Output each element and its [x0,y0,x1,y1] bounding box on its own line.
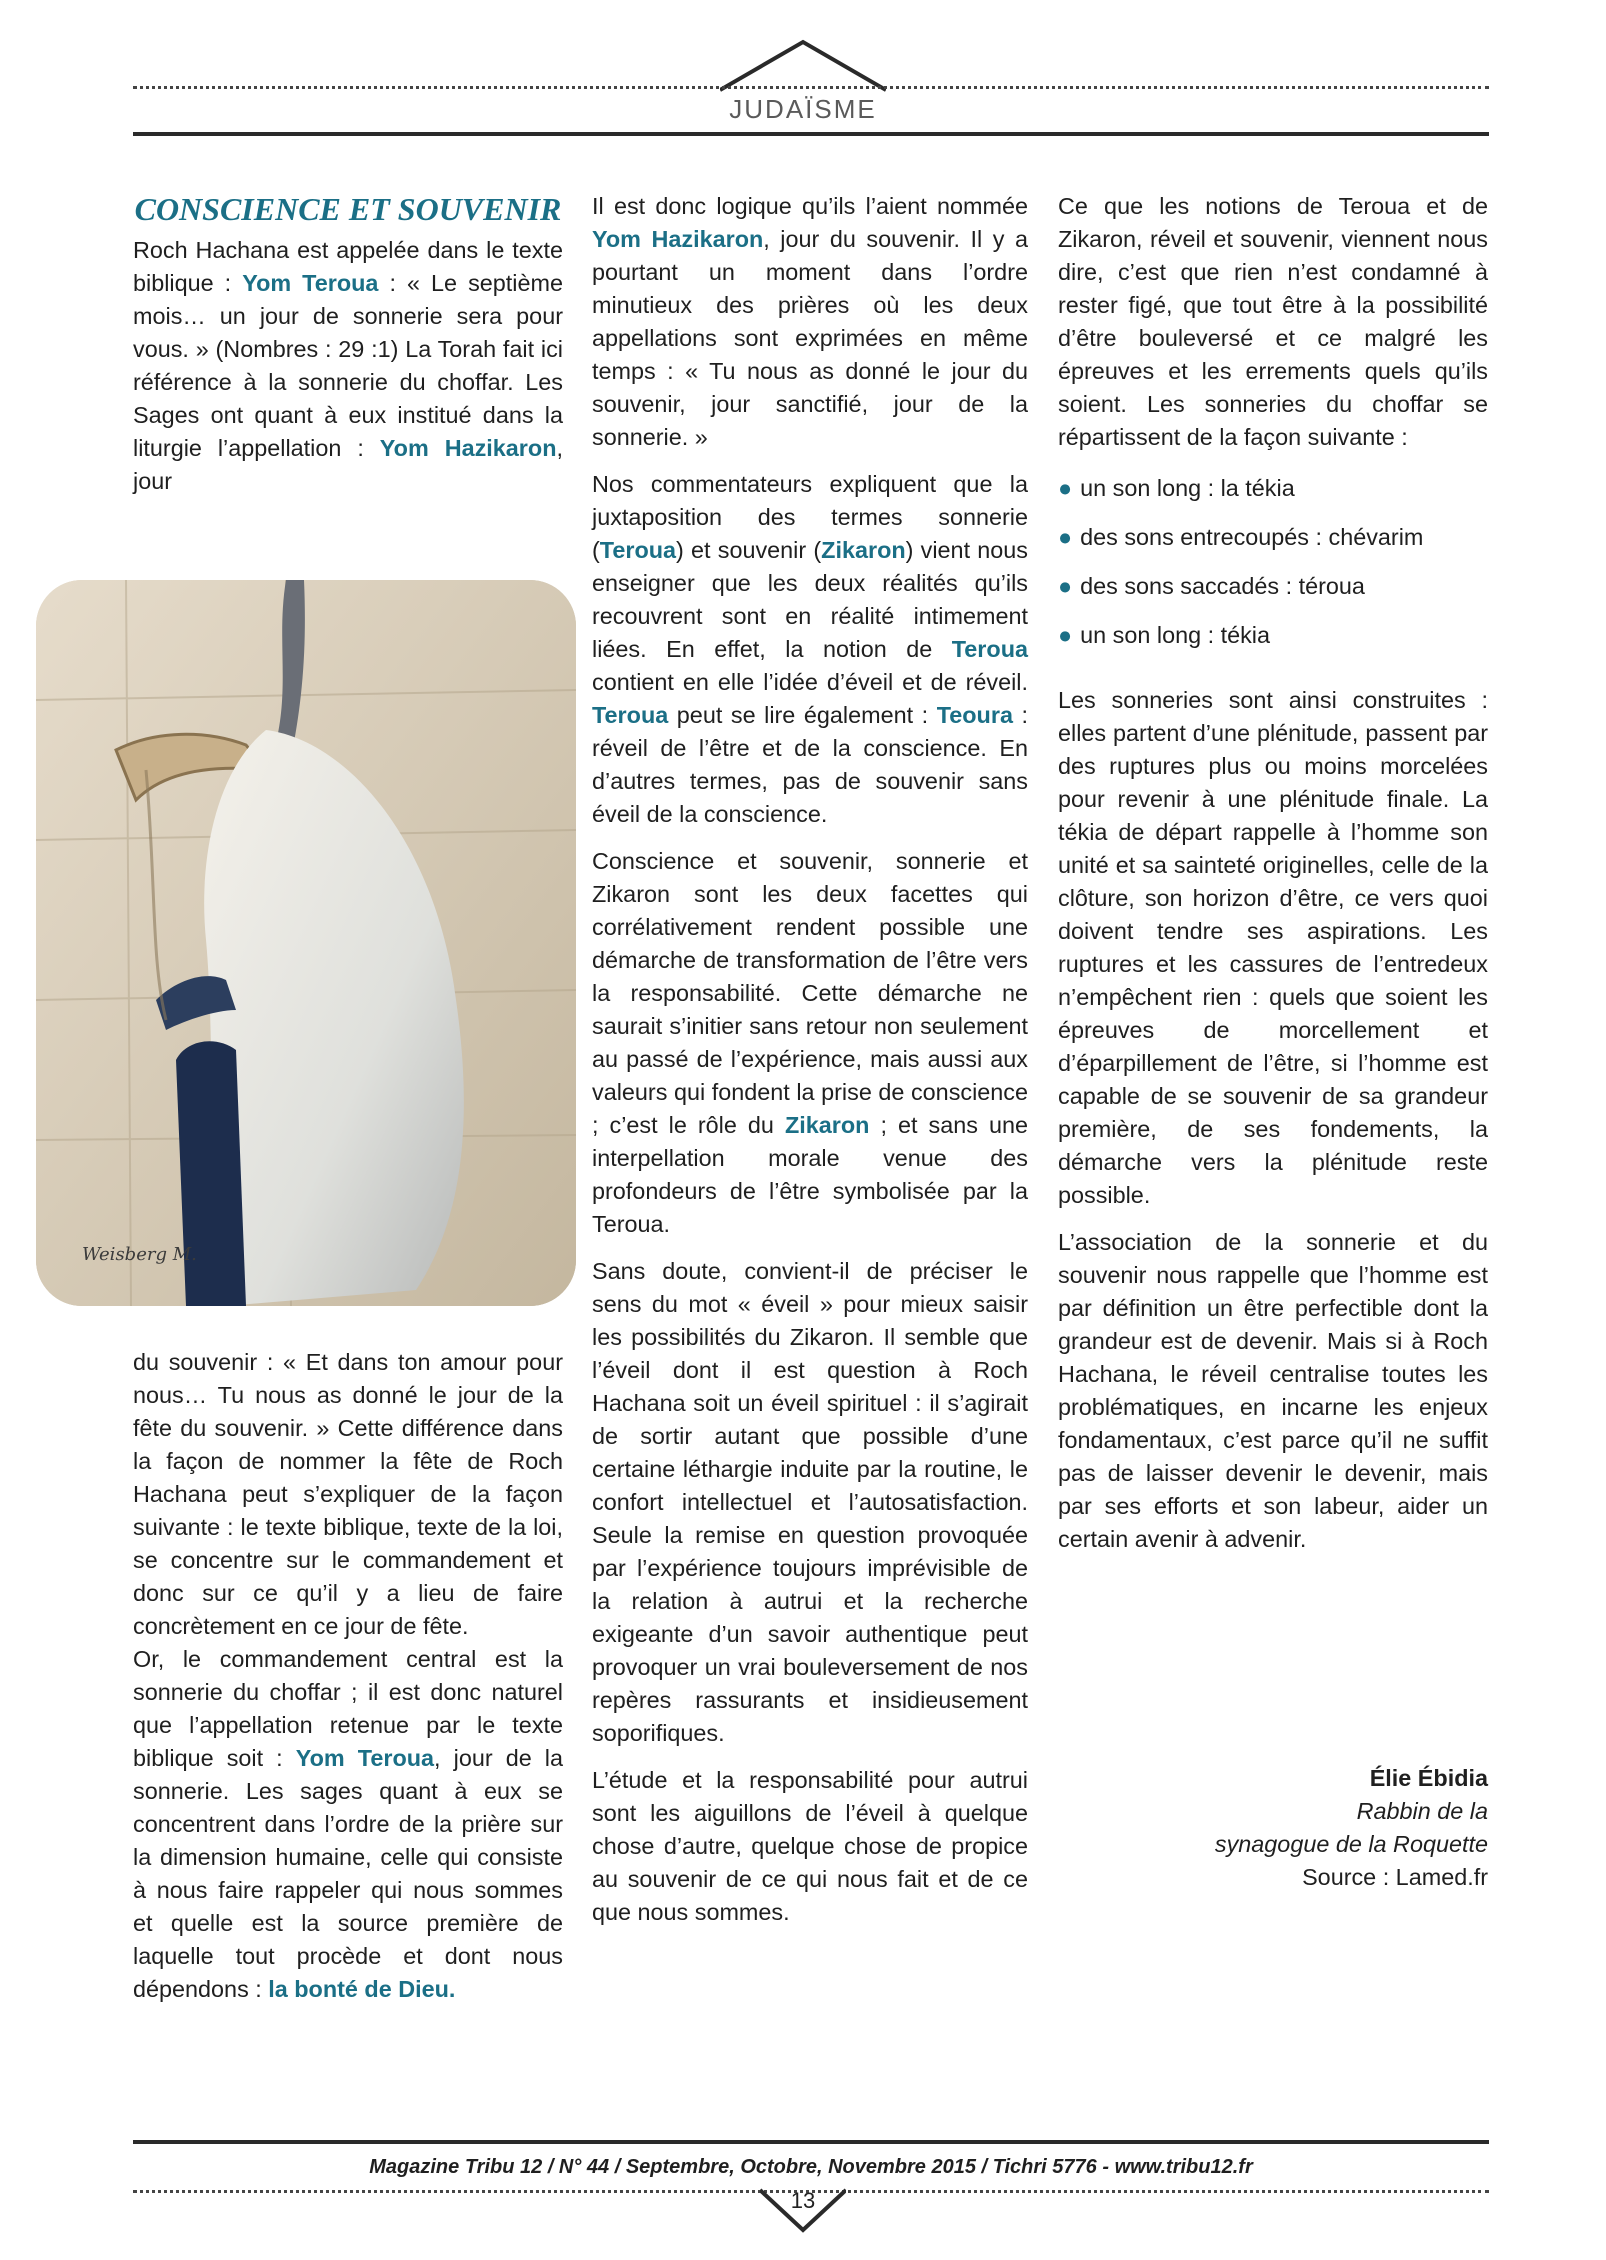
column-2-paragraph-3 [592,845,1028,1241]
text-run: Or, le commandement central est la sonnerie du choffar ; il est donc naturel que l’appellation retenue par le texte biblique soit : [133,1646,563,1771]
sonneries-list [1058,472,1488,652]
text-run: Nos commentateurs expliquent que la juxtaposition des termes sonnerie ( [592,471,1028,563]
list-item-text: des sons entrecoupés : chévarim [1080,524,1424,550]
article-column-1-continued [133,1346,563,2020]
bullet-icon: ● [1058,622,1073,648]
column-3-paragraph-3: L’association de la sonnerie et du souvenir nous rappelle que l’homme est par définition un être perfectible dont la grandeur est de devenir. Mais si à Roch Hachana, le réveil centralise toutes les problématiques, en incarne les enjeux fondamentaux, c’est parce qu’il ne suffit pas de laisser devenir le devenir, mais par ses efforts et son labeur, aider un certain avenir à advenir. [1058,1229,1488,1552]
text-run: , jour [133,435,563,494]
column-3-paragraph-2: Les sonneries sont ainsi construites : elles partent d’une plénitude, passent par des ruptures plus ou moins morcelées pour revenir à une plénitude finale. La tékia de départ rappelle à l’homme son unité et sa sainteté originelles, celle de la clôture, son horizon d’être, ce vers quoi doivent tendre ses aspirations. Les ruptures et les cassures de l’entredeux n’empêchent rien : quels que soient les épreuves de morcellement et d’éparpillement de l’être, si l’homme est capable de se souvenir de sa grandeur première, de ses fondements, la démarche vers la plénitude reste possible. [1058,687,1488,1208]
bullet-icon: ● [1058,573,1073,599]
highlight-yom-teroua: Yom Teroua [295,1745,435,1771]
text-run: Roch Hachana est appelée dans le texte biblique : [133,237,563,296]
column-2-paragraph-4: Sans doute, convient-il de préciser le sens du mot « éveil » pour mieux saisir les possibilités du Zikaron. Il semble que l’éveil dont il est question à Roch Hachana soit un éveil spirituel : il s’agirait de sortir autant que possible d’une certaine léthargie induite par la routine, le confort intellectuel et l’autosatisfaction. Seule la remise en question provoquée par l’expérience toujours imprévisible de la relation à autrui et la recherche exigeante d’un savoir authentique peut provoquer un vrai bouleversement de nos repères rassurants et insidieusement soporifiques. [592,1258,1028,1746]
article-title: CONSCIENCE ET SOUVENIR [134,191,562,227]
header-chevron-icon [720,36,886,92]
list-item [1058,619,1488,652]
list-item [1058,521,1488,554]
column-2-paragraph-1 [592,190,1028,454]
author-role-line-1: Rabbin de la [1356,1798,1488,1824]
text-run: Il est donc logique qu’ils l’aient nommée [592,193,1028,219]
article-column-1 [133,190,563,512]
highlight-teoura: Teoura [936,702,1013,728]
footer-magazine-credit: Magazine Tribu 12 / N° 44 / Septembre, Octobre, Novembre 2015 / Tichri 5776 - www.tribu12.fr [369,2156,1253,2178]
column-3-paragraph-1: Ce que les notions de Teroua et de Zikaron, réveil et souvenir, viennent nous dire, c’est que rien n’est condamné à rester figé, que tout être à la possibilité d’être bouleversé et ce malgré les épreuves et les errements quels qu’ils soient. Les sonneries du choffar se répartissent de la façon suivante : [1058,193,1488,450]
article-column-3 [1058,190,1488,1570]
author-signature [1058,1762,1488,1894]
highlight-yom-teroua: Yom Teroua [242,270,379,296]
highlight-bonte-de-dieu: la bonté de Dieu. [268,1976,456,2002]
author-name: Élie Ébidia [1369,1765,1488,1791]
column-2-paragraph-5: L’étude et la responsabilité pour autrui sont les aiguillons de l’éveil à quelque chose d’autre, quelque chose de propice au souvenir de ce qui nous fait et de ce que nous sommes. [592,1767,1028,1925]
bullet-icon: ● [1058,524,1073,550]
painting-signature: Weisberg M. [82,1244,197,1265]
highlight-yom-hazikaron: Yom Hazikaron [379,435,557,461]
bullet-icon: ● [1058,475,1073,501]
text-run: peut se lire également : [668,702,937,728]
column-1-paragraph-2: du souvenir : « Et dans ton amour pour nous… Tu nous as donné le jour de la fête du souvenir. » Cette différence dans la façon de nommer la fête de Roch Hachana peut s’expliquer de la façon suivante : le texte biblique, texte de la loi, se concentre sur le commandement et donc sur ce qu’il y a lieu de faire concrètement en ce jour de fête. [133,1349,563,1639]
column-1-paragraph-3 [133,1643,563,2006]
highlight-zikaron: Zikaron [784,1112,870,1138]
highlight-yom-hazikaron: Yom Hazikaron [592,226,764,252]
highlight-teroua: Teroua [592,702,669,728]
page-number: 13 [790,2188,816,2213]
text-run: : « Le septième mois… un jour de sonnerie sera pour vous. » (Nombres : 29 :1) La Torah fait ici référence à la sonnerie du choffar. Les Sages ont quant à eux institué dans la liturgie l’appellation : [133,270,563,461]
list-item-text: des sons saccadés : téroua [1080,573,1365,599]
list-item-text: un son long : tékia [1080,622,1270,648]
text-run: ) et souvenir ( [676,537,822,563]
list-item [1058,570,1488,603]
article-column-2 [592,190,1028,1943]
text-run: Conscience et souvenir, sonnerie et Zikaron sont les deux facettes qui corrélativement rendent possible une démarche de transformation de l’être vers la responsabilité. Cette démarche ne saurait s’initier sans retour non seulement au passé de l’expérience, mais aussi aux valeurs qui fondent la prise de conscience ; c’est le rôle du [592,848,1028,1138]
section-label: JUDAÏSME [729,94,877,124]
shofar-painting-art [36,580,576,1306]
list-item [1058,472,1488,505]
highlight-teroua: Teroua [599,537,677,563]
column-2-paragraph-2 [592,468,1028,831]
text-run: , jour du souvenir. Il y a pourtant un moment dans l’ordre minutieux des prières où les deux appellations sont exprimées en même temps : « Tu nous as donné le jour du souvenir, jour sanctifié, jour de la sonnerie. » [592,226,1028,450]
article-source: Source : Lamed.fr [1302,1864,1488,1890]
text-run: ; et sans une interpellation morale venue des profondeurs de l’être symbolisée par la Teroua. [592,1112,1028,1237]
shofar-painting [36,580,576,1306]
header-rule [133,132,1489,136]
highlight-teroua: Teroua [951,636,1028,662]
footer-rule [133,2140,1489,2144]
column-1-paragraph-1 [133,234,563,498]
text-run: contient en elle l’idée d’éveil et de réveil. [592,669,1028,695]
text-run: ) vient nous enseigner que les deux réalités qu’ils recouvrent sont en réalité intimement liées. En effet, la notion de [592,537,1028,662]
author-role-line-2: synagogue de la Roquette [1214,1831,1488,1857]
text-run: : réveil de l’être et de la conscience. En d’autres termes, pas de souvenir sans éveil de la conscience. [592,702,1028,827]
list-item-text: un son long : la tékia [1080,475,1295,501]
highlight-zikaron: Zikaron [821,537,906,563]
header-dotted-rule [133,86,1489,89]
text-run: , jour de la sonnerie. Les sages quant à eux se concentrent dans l’ordre de la prière sur la dimension humaine, celle qui consiste à nous faire rappeler qui nous sommes et quelle est la source première de laquelle tout procède et dont nous dépendons : [133,1745,563,2002]
